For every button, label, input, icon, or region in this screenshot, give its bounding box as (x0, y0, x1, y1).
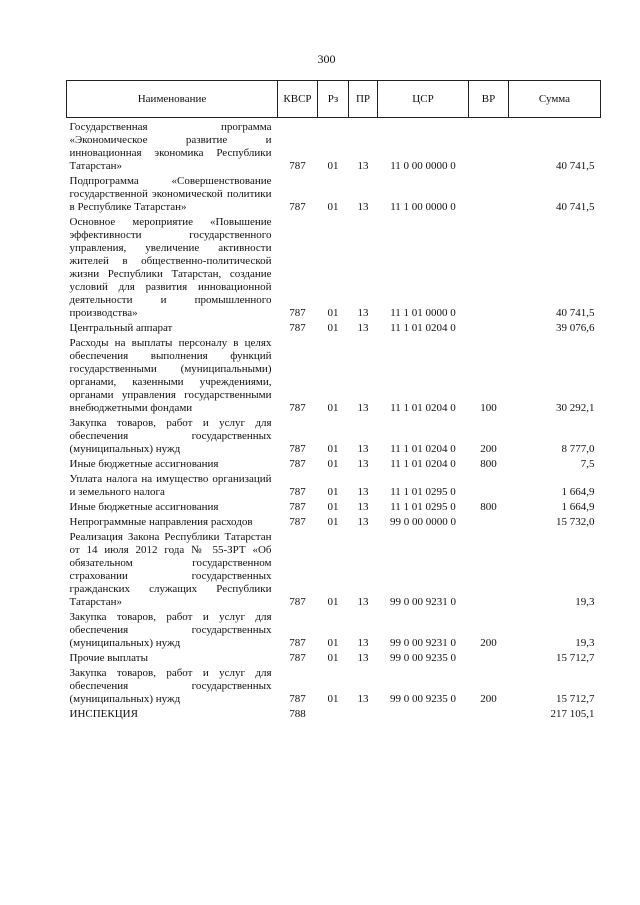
cell-name: Расходы на выплаты персоналу в целях обеспечения выполнения функций государственными (муниципальными) органами, казенными учреждениями, органами управления государственными внебюджетными фондами (69, 337, 272, 414)
cell-kvsr: 788 (289, 708, 306, 720)
cell-rz: 01 (327, 693, 339, 705)
cell-csr: 99 0 00 9231 0 (390, 596, 456, 608)
cell-sum: 8 777,0 (561, 443, 595, 455)
cell-rz: 01 (327, 160, 339, 172)
cell-vr: 200 (480, 443, 497, 455)
cell-vr (469, 516, 509, 531)
cell-csr: 11 1 01 0204 0 (390, 458, 456, 470)
cell-pr: 13 (357, 486, 369, 498)
cell-vr (469, 708, 509, 723)
table-header (67, 81, 601, 118)
cell-csr: 11 1 01 0295 0 (390, 501, 456, 513)
cell-kvsr: 787 (289, 458, 306, 470)
cell-sum: 15 712,7 (556, 652, 595, 664)
cell-sum: 19,3 (575, 596, 595, 608)
cell-sum: 39 076,6 (556, 322, 595, 334)
table-row (67, 708, 601, 723)
cell-kvsr: 787 (289, 201, 306, 213)
cell-name: Иные бюджетные ассигнования (69, 458, 219, 470)
table-row (67, 458, 601, 473)
table-row (67, 118, 601, 176)
cell-pr: 13 (357, 652, 369, 664)
cell-csr: 11 1 01 0204 0 (390, 402, 456, 414)
cell-name: Закупка товаров, работ и услуг для обеспечения государственных (муниципальных) нужд (69, 417, 272, 455)
cell-name: Закупка товаров, работ и услуг для обеспечения государственных (муниципальных) нужд (69, 667, 272, 705)
budget-table (66, 80, 601, 723)
table-row (67, 473, 601, 501)
cell-kvsr: 787 (289, 693, 306, 705)
cell-rz: 01 (327, 637, 339, 649)
cell-rz: 01 (327, 486, 339, 498)
cell-pr: 13 (357, 693, 369, 705)
cell-csr: 11 1 01 0295 0 (390, 486, 456, 498)
cell-rz: 01 (327, 322, 339, 334)
cell-csr (378, 708, 469, 723)
cell-vr (469, 652, 509, 667)
cell-kvsr: 787 (289, 486, 306, 498)
cell-sum: 15 732,0 (556, 516, 595, 528)
cell-pr: 13 (357, 596, 369, 608)
cell-rz: 01 (327, 501, 339, 513)
cell-vr (469, 118, 509, 176)
cell-pr: 13 (357, 443, 369, 455)
header-csr: ЦСР (378, 81, 469, 118)
header-pr: ПР (349, 81, 378, 118)
cell-rz: 01 (327, 516, 339, 528)
table-row (67, 667, 601, 708)
cell-vr: 800 (480, 458, 497, 470)
cell-kvsr: 787 (289, 652, 306, 664)
cell-vr (469, 216, 509, 322)
cell-pr: 13 (357, 322, 369, 334)
cell-rz: 01 (327, 201, 339, 213)
page-number: 300 (317, 52, 336, 66)
cell-sum: 40 741,5 (556, 307, 595, 319)
header-sum: Сумма (509, 81, 601, 118)
cell-kvsr: 787 (289, 160, 306, 172)
cell-vr: 200 (480, 637, 497, 649)
table-row (67, 337, 601, 417)
table-row (67, 501, 601, 516)
cell-vr: 800 (480, 501, 497, 513)
header-vr: ВР (469, 81, 509, 118)
cell-rz: 01 (327, 596, 339, 608)
cell-kvsr: 787 (289, 516, 306, 528)
cell-csr: 11 0 00 0000 0 (390, 160, 456, 172)
cell-kvsr: 787 (289, 443, 306, 455)
cell-vr (469, 322, 509, 337)
cell-sum: 1 664,9 (561, 501, 595, 513)
cell-rz: 01 (327, 443, 339, 455)
cell-name: Основное мероприятие «Повышение эффективности государственного управления, увеличение активности жителей в общественно-политической жизни Республики Татарстан, создание условий для развития инновационной деятельности и промышленного производства» (69, 216, 272, 319)
cell-sum: 40 741,5 (556, 160, 595, 172)
cell-sum: 30 292,1 (556, 402, 595, 414)
cell-csr: 99 0 00 9235 0 (390, 693, 456, 705)
cell-sum: 19,3 (575, 637, 595, 649)
cell-csr: 11 1 01 0000 0 (390, 307, 456, 319)
cell-pr: 13 (357, 402, 369, 414)
cell-vr: 100 (480, 402, 497, 414)
cell-vr (469, 473, 509, 501)
cell-kvsr: 787 (289, 322, 306, 334)
cell-vr (469, 531, 509, 611)
cell-csr: 11 1 01 0204 0 (390, 443, 456, 455)
header-kvsr: КВСР (278, 81, 318, 118)
header-rz: Рз (318, 81, 349, 118)
cell-sum: 7,5 (580, 458, 595, 470)
cell-pr: 13 (357, 201, 369, 213)
cell-rz: 01 (327, 458, 339, 470)
cell-csr: 99 0 00 9235 0 (390, 652, 456, 664)
cell-name: Уплата налога на имущество организаций и земельного налога (69, 473, 272, 498)
cell-vr (469, 175, 509, 216)
cell-sum: 15 712,7 (556, 693, 595, 705)
table-row (67, 652, 601, 667)
cell-pr: 13 (357, 307, 369, 319)
cell-rz: 01 (327, 307, 339, 319)
table-row (67, 216, 601, 322)
cell-csr: 99 0 00 9231 0 (390, 637, 456, 649)
cell-rz (318, 708, 349, 723)
cell-name: Государственная программа «Экономическое развитие и инновационная экономика Республики Татарстан» (69, 121, 272, 172)
cell-name: Подпрограмма «Совершенствование государственной экономической политики в Республике Татарстан» (69, 175, 272, 213)
cell-rz: 01 (327, 652, 339, 664)
cell-name: Центральный аппарат (69, 322, 173, 334)
cell-name: ИНСПЕКЦИЯ (69, 708, 138, 720)
table-row (67, 322, 601, 337)
cell-pr: 13 (357, 458, 369, 470)
cell-kvsr: 787 (289, 307, 306, 319)
cell-name: Прочие выплаты (69, 652, 148, 664)
cell-name: Иные бюджетные ассигнования (69, 501, 219, 513)
cell-rz: 01 (327, 402, 339, 414)
cell-csr: 99 0 00 0000 0 (390, 516, 456, 528)
table-row (67, 611, 601, 652)
cell-kvsr: 787 (289, 596, 306, 608)
cell-kvsr: 787 (289, 637, 306, 649)
cell-kvsr: 787 (289, 402, 306, 414)
header-name: Наименование (67, 81, 278, 118)
table-body (67, 118, 601, 724)
cell-kvsr: 787 (289, 501, 306, 513)
cell-pr (349, 708, 378, 723)
table-row (67, 516, 601, 531)
table-row (67, 531, 601, 611)
table-row (67, 175, 601, 216)
cell-pr: 13 (357, 516, 369, 528)
cell-pr: 13 (357, 637, 369, 649)
cell-name: Непрограммные направления расходов (69, 516, 253, 528)
cell-sum: 1 664,9 (561, 486, 595, 498)
cell-pr: 13 (357, 160, 369, 172)
cell-sum: 40 741,5 (556, 201, 595, 213)
cell-sum: 217 105,1 (550, 708, 595, 720)
cell-name: Закупка товаров, работ и услуг для обеспечения государственных (муниципальных) нужд (69, 611, 272, 649)
cell-pr: 13 (357, 501, 369, 513)
cell-name: Реализация Закона Республики Татарстан от 14 июля 2012 года № 55-ЗРТ «Об обязательном государственном страховании государственных гражданских служащих Республики Татарстан» (69, 531, 272, 608)
table-row (67, 417, 601, 458)
cell-vr: 200 (480, 693, 497, 705)
cell-csr: 11 1 00 0000 0 (390, 201, 456, 213)
cell-csr: 11 1 01 0204 0 (390, 322, 456, 334)
